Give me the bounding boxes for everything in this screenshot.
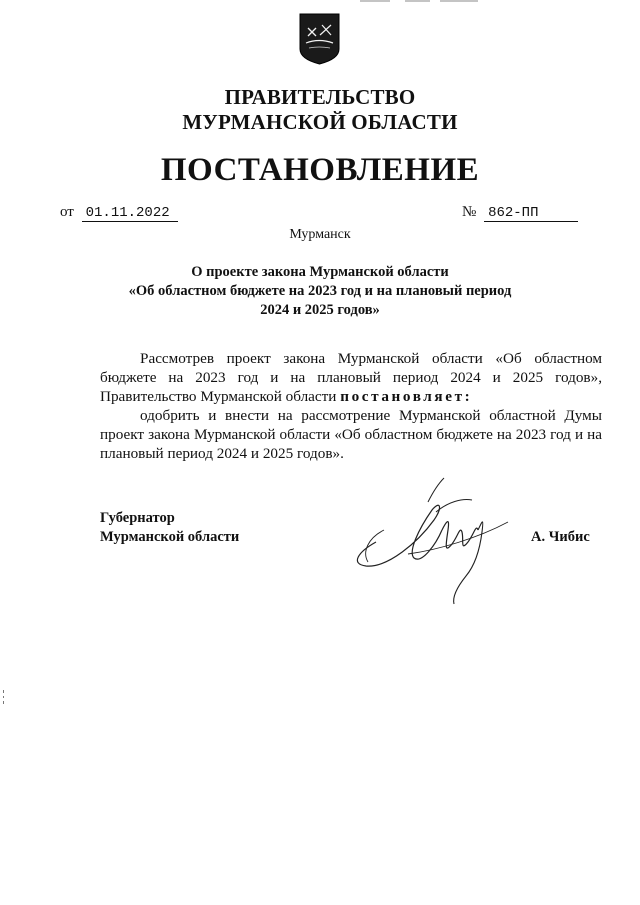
city-name: Мурманск: [289, 227, 351, 242]
resolution-keyword: постановляет:: [340, 388, 473, 405]
signatory-name: А. Чибис: [531, 529, 590, 545]
document-body: [100, 349, 602, 463]
date-row: [60, 203, 178, 222]
subject-line3: 2024 и 2025 годов»: [260, 302, 380, 318]
signatory-title-line2: Мурманской области: [100, 529, 240, 545]
subject-line1: О проекте закона Мурманской области: [191, 264, 449, 280]
top-scan-lines: [360, 0, 480, 2]
government-title-line1: ПРАВИТЕЛЬСТВО: [224, 85, 416, 109]
murmansk-coat-of-arms-icon: [299, 13, 340, 65]
subject-line2: «Об областном бюджете на 2023 год и на плановый период: [128, 283, 512, 299]
government-title-line2: МУРМАНСКОЙ ОБЛАСТИ: [182, 110, 458, 134]
handwritten-signature: [348, 472, 528, 612]
signatory-title: [100, 509, 239, 547]
body-paragraph-1: [100, 349, 602, 406]
number-row: [462, 203, 578, 222]
number-prefix: №: [462, 204, 477, 220]
document-type-title: ПОСТАНОВЛЕНИЕ: [160, 152, 480, 188]
date-prefix: от: [60, 204, 74, 220]
margin-scan-mark: [2, 690, 5, 704]
signatory-title-line1: Губернатор: [100, 510, 175, 526]
document-subject: [100, 263, 540, 320]
document-date: 01.11.2022: [82, 205, 178, 222]
body-paragraph-2: одобрить и внести на рассмотрение Мурманской областной Думы проект закона Мурманской области «Об областном бюджете на 2023 год и на плановый период 2024 и 2025 годов».: [100, 407, 602, 462]
document-number: 862-ПП: [484, 205, 578, 222]
paragraph-1-text: Рассмотрев проект закона Мурманской области «Об областном бюджете на 2023 год и на плановый период 2024 и 2025 годов», Правительство Мурманской области: [100, 350, 602, 405]
